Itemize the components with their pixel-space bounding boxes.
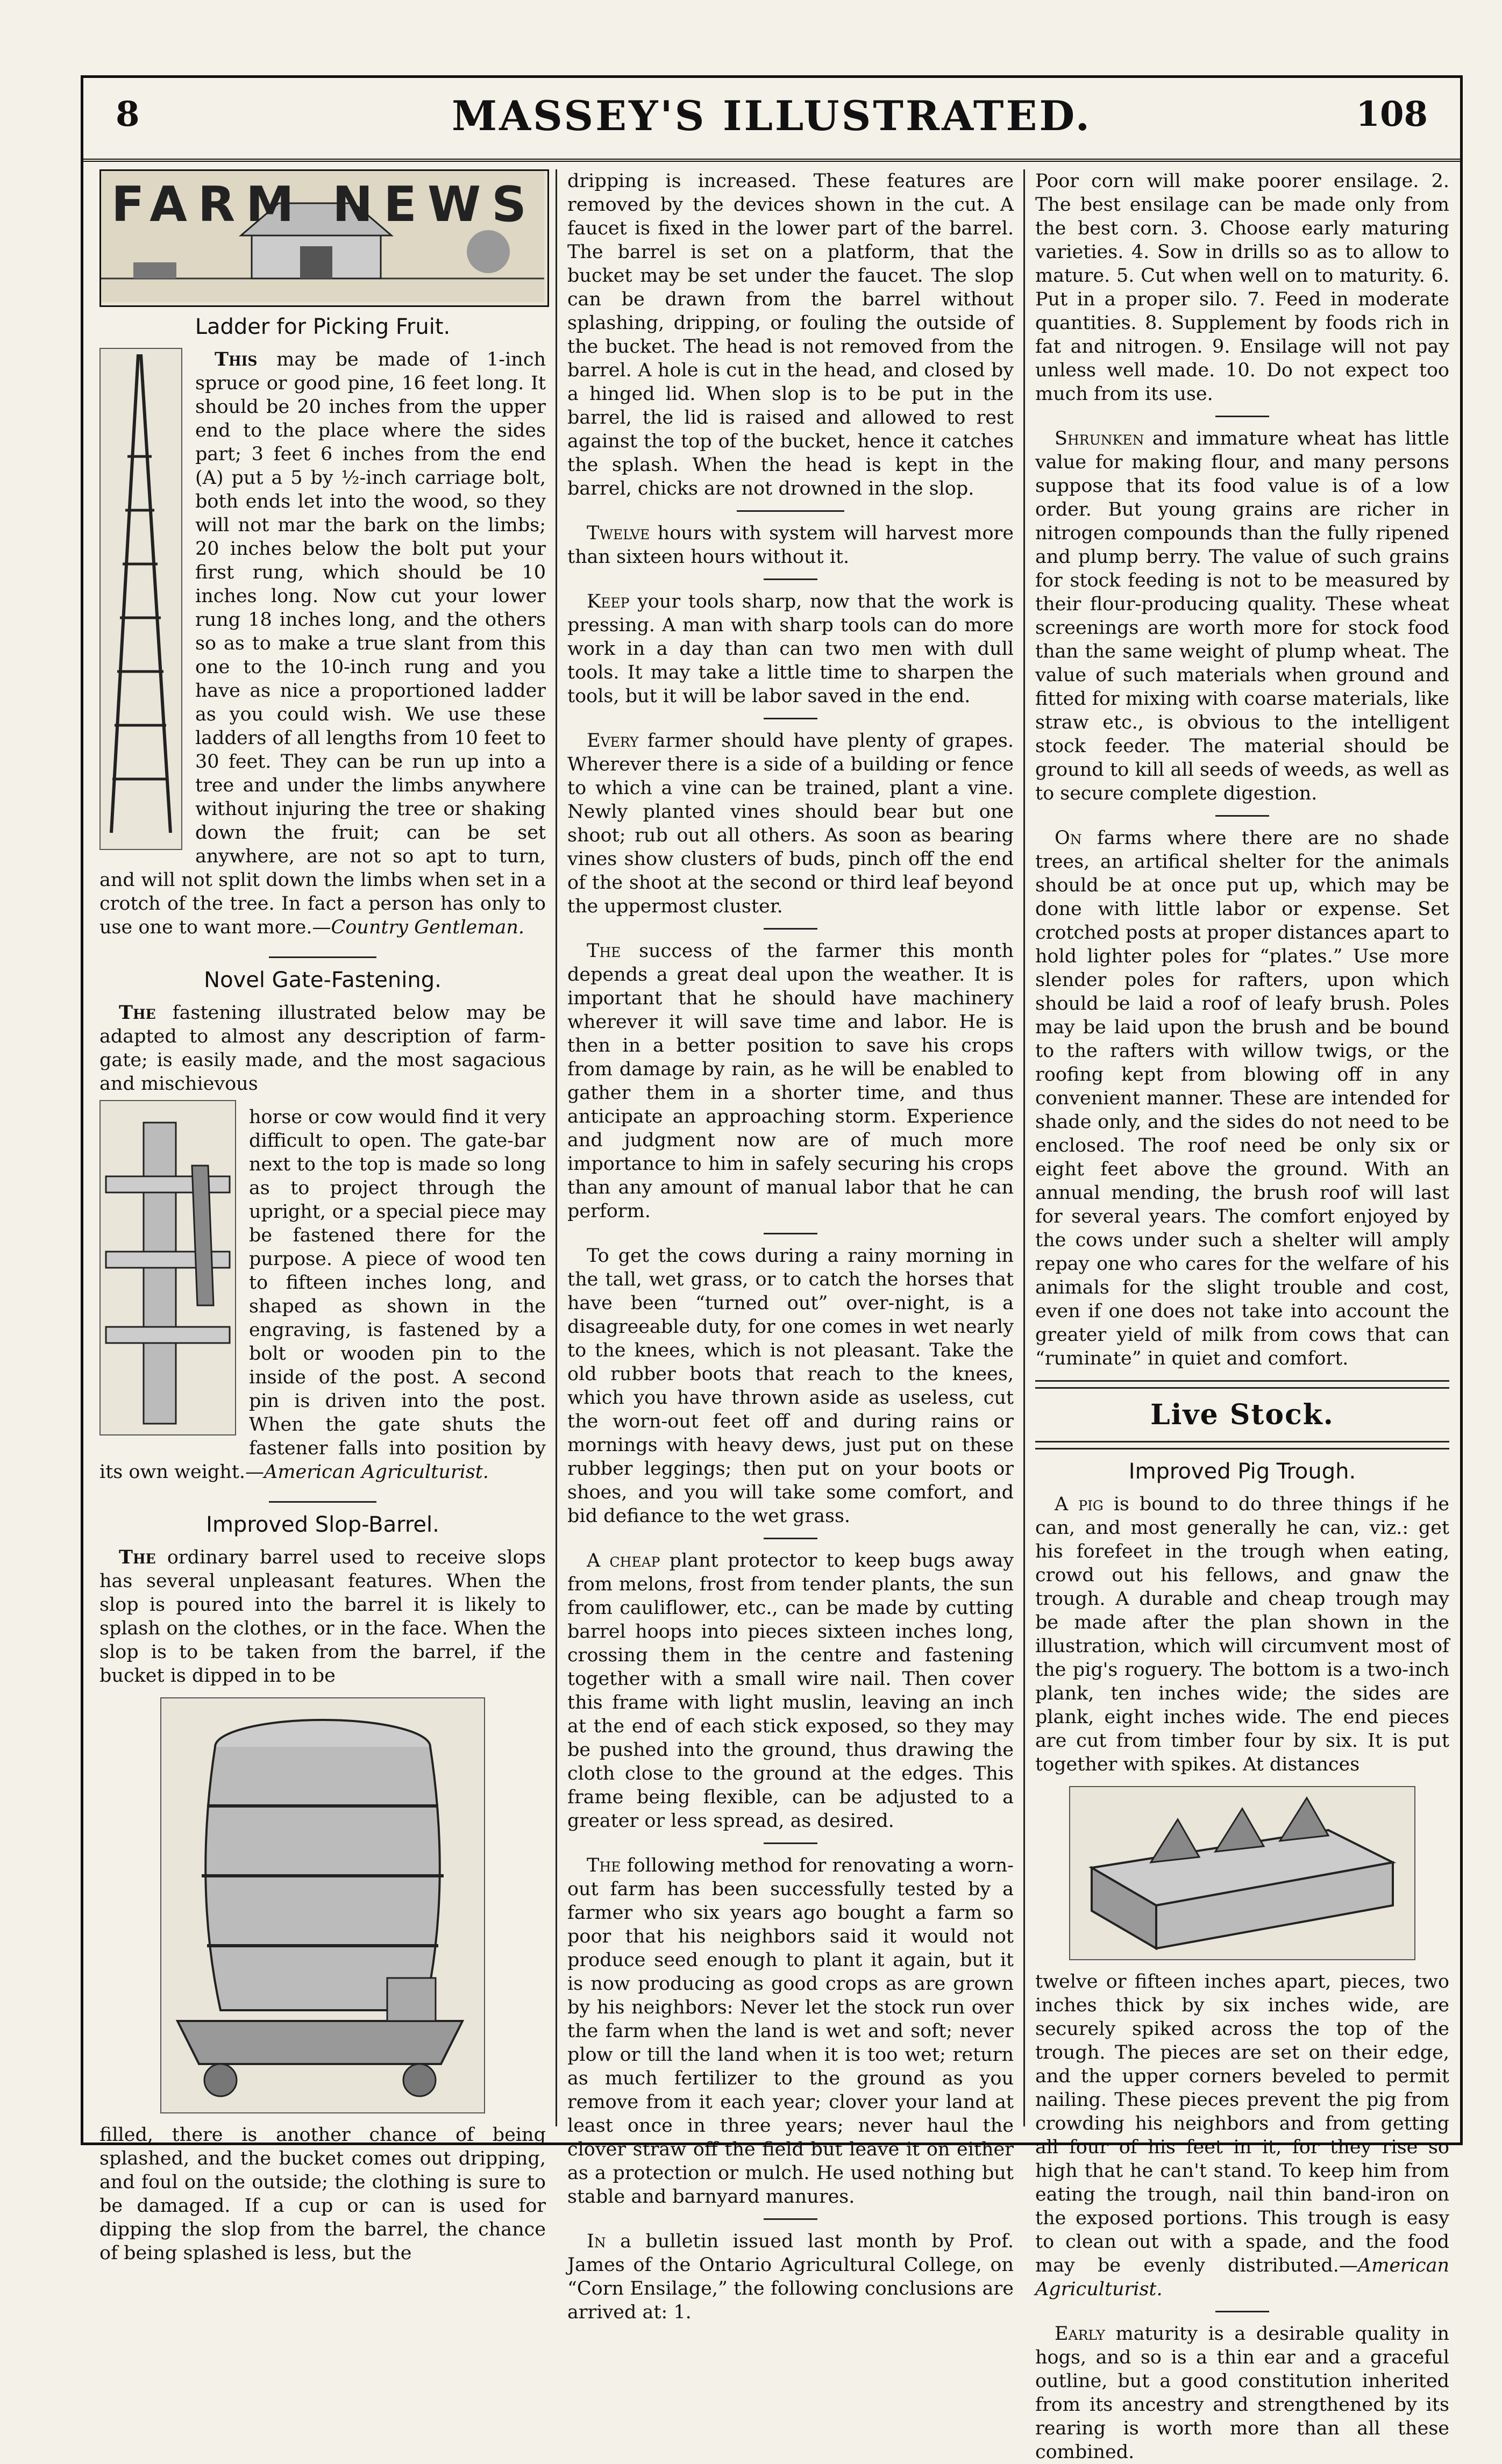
separator xyxy=(764,2218,817,2220)
separator xyxy=(764,718,817,719)
pig-trough-text-2: twelve or fifteen inches apart, pieces, two inches thick by six inches wide, are securely spiked across the top of the trough. The pieces are set on their edge, and the upper corners beveled to permit nailing. These pieces prevent the pig from crowding his neighbors and from getting all four of his feet in it, for they rise so high that he can't stand. To keep him from eating the trough, nail thin band-iron on the exposed portions. This trough is easy to clean out with a spade, and the food may be evenly distributed.—American Agriculturist. xyxy=(1035,1971,1449,2300)
separator xyxy=(764,578,817,580)
ladder-illustration xyxy=(99,348,182,850)
section-divider xyxy=(1035,1380,1449,1389)
twelve-hours-text: Twelve hours with system will harvest more than sixteen hours without it. xyxy=(567,523,1014,568)
shrunken-wheat-text: Shrunken and immature wheat has little value for making flour, and many persons suppose that its food value is of a low order. But young grains are richer in nitrogen compounds than the fully ripened and plump berry. The value of such grains for stock feeding is not to be measured by their flour-producing quality. These wheat screenings are worth more for stock food than the same weight of plump wheat. The value of such materials when ground and fitted for mixing with coarse materials, like straw etc., is obvious to the intelligent stock feeder. The material should be ground to kill all seeds of weeds, as well as to secure complete digestion. xyxy=(1035,428,1449,804)
plant-protector-text: A cheap plant protector to keep bugs away from melons, frost from tender plants, the sun from cauliflower, etc., can be made by cutting barrel hoops into pieces sixteen inches long, crossing them in the centre and fastening together with a small wire nail. Then cover this frame with light muslin, leaving an inch at the end of each stick exposed, so they may be pushed into the ground, thus drawing the cloth close to the ground at the edges. This frame being flexible, can be adjusted to a greater or less spread, as desired. xyxy=(567,1550,1014,1832)
separator xyxy=(764,1842,817,1844)
shade-shelter-text: On farms where there are no shade trees, an artifical shelter for the animals should be at once put up, which may be done with little labor or expense. Set crotched posts at proper distances apart to hold lighter poles for “plates.” Use more slender poles for rafters, upon which should be laid a roof of leafy brush. Poles may be laid upon the brush and be bound to the rafters with willow twigs, or the roofing kept from blowing off in any convenient manner. These are intended for shade only, and the sides do not need to be enclosed. The roof need be only six or eight feet above the ground. With an annual mending, the brush roof will last for several years. The comfort enjoyed by the cows under such a shelter will amply repay one who cares for the welfare of his animals for the slight trouble and cost, even if one does not take into account the greater yield of milk from cows that can “ruminate” in quiet and comfort. xyxy=(1035,827,1449,1369)
early-maturity-text: Early maturity is a desirable quality in hogs, and so is a thin ear and a graceful outline, but a good constitution inherited from its ancestry and strengthened by its rearing is worth more than all these combined. xyxy=(1035,2323,1449,2463)
separator xyxy=(737,510,844,512)
gate-fastening-illustration xyxy=(99,1100,236,1435)
farm-news-banner xyxy=(99,169,549,307)
weather-text: The success of the farmer this month depends a great deal upon the weather. It is important that he should have machinery wherever it will save time and labor. He is then in a better position to save his crops from damage by rain, as he will be enabled to gather them in a shorter time, and thus anticipate an approaching storm. Experience and judgment now are of much more importance to him in safely securing his crops than any amount of manual labor that he can perform. xyxy=(567,940,1014,1222)
pig-trough-illustration xyxy=(1069,1786,1415,1960)
separator xyxy=(1215,416,1269,417)
gate-heading: Novel Gate-Fastening. xyxy=(204,968,442,992)
separator xyxy=(764,1538,817,1539)
pig-trough-heading: Improved Pig Trough. xyxy=(1128,1459,1356,1484)
column-rule-2 xyxy=(1023,169,1025,2126)
separator xyxy=(1215,815,1269,817)
sharp-tools-text: Keep your tools sharp, now that the work is pressing. A man with sharp tools can do more work in a day than can two men with dull tools. It may take a little time to sharpen the tools, but it will be labor saved in the end. xyxy=(567,591,1014,707)
separator xyxy=(764,928,817,930)
column-3 xyxy=(1035,169,1449,2463)
page-number-right: 108 xyxy=(1356,94,1428,134)
separator xyxy=(1215,2311,1269,2312)
ensilage-conclusions-text: Poor corn will make poorer ensilage. 2. The best ensilage can be made only from the best corn. 3. Choose early maturing varieties. 4. Sow in drills so as to allow to mature. 5. Cut when well on to maturity. 6. Put in a proper silo. 7. Feed in moderate quantities. 8. Supplement by foods rich in fat and nitrogen. 9. Ensilage will not pay unless well made. 10. Do not expect too much from its use. xyxy=(1035,170,1449,405)
section-divider xyxy=(1035,1441,1449,1449)
separator xyxy=(764,1233,817,1234)
slop-heading: Improved Slop-Barrel. xyxy=(206,1512,439,1537)
live-stock-section-title: Live Stock. xyxy=(1150,1398,1334,1431)
gate-text-1: The fastening illustrated below may be adapted to almost any description of farm-gate; is easily made, and the most sagacious and mischievous xyxy=(99,1002,546,1095)
column-2 xyxy=(567,169,1014,2323)
ensilage-intro-text: In a bulletin issued last month by Prof. James of the Ontario Agricultural College, on “Corn Ensilage,” the following conclusions are arrived at: 1. xyxy=(567,2231,1014,2323)
column-rule-1 xyxy=(556,169,557,2126)
grapes-text: Every farmer should have plenty of grapes. Wherever there is a side of a building or fence to which a vine can be trained, plant a vine. Newly planted vines should bear but one shoot; rub out all others. As soon as bearing vines show clusters of buds, pinch off the end of the shoot at the second or third leaf beyond the uppermost cluster. xyxy=(567,730,1014,917)
page-number-left: 8 xyxy=(116,94,140,134)
publication-title: MASSEY'S ILLUSTRATED. xyxy=(451,92,1092,140)
slop-barrel-illustration xyxy=(160,1697,485,2113)
separator xyxy=(269,1501,376,1503)
slop-text-1: The ordinary barrel used to receive slops has several unpleasant features. When the slop is poured into the barrel it is likely to splash on the clothes, or in the face. When the slop is to be taken from the barrel, if the bucket is dipped in to be xyxy=(99,1546,546,1687)
slop-text-2: filled, there is another chance of being splashed, and the bucket comes out dripping, and foul on the outside; the clothing is sure to be damaged. If a cup or can is used for dipping the slop from the barrel, the chance of being splashed is less, but the xyxy=(99,2124,546,2264)
cows-text: To get the cows during a rainy morning in the tall, wet grass, or to catch the horses that have been “turned out” over-night, is a disagreeable duty, for one comes in wet nearly to the knees, which is not pleasant. Take the old rubber boots that reach to the knees, which you have thrown aside as useless, cut the worn-out feet off and during rains or mornings with heavy dews, just put on these rubber leggings; then put on your boots or shoes, and you will take some comfort, and bid defiance to the wet grass. xyxy=(567,1245,1014,1527)
ladder-heading: Ladder for Picking Fruit. xyxy=(195,315,451,339)
separator xyxy=(269,956,376,958)
newspaper-page xyxy=(81,75,1463,2463)
column-1 xyxy=(99,169,546,2264)
gate-text-2: horse or cow would find it very difficult to open. The gate-bar next to the top is made so long as to project through the upright, or a special piece may be fastened there for the purpose. A piece of wood ten to fifteen inches long, and shaped as shown in the engraving, is fastened by a bolt or wooden pin to the inside of the post. A second pin is driven into the post. When the gate shuts the fastener falls into position by its own weight.—American Agriculturist. xyxy=(99,1106,546,1483)
worn-out-farm-text: The following method for renovating a worn-out farm has been successfully tested by a farmer who six years ago bought a farm so poor that his neighbors said it would not produce seed enough to plant it again, but it is now producing as good crops as are grown by his neighbors: Never let the stock run over the farm when the land is wet and soft; never plow or till the land when it is too wet; return as much fertilizer to the ground as you remove from it each year; clover your land at least once in three years; never haul the clover straw off the field but leave it on either as a protection or mulch. He used nothing but stable and barnyard manures. xyxy=(567,1855,1014,2208)
pig-trough-text-1: A pig is bound to do three things if he can, and most generally he can, viz.: get his forefeet in the trough when eating, crowd out his fellows, and gnaw the trough. A durable and cheap trough may be made after the plan shown in the illustration, which will circumvent most of the pig's roguery. The bottom is a two-inch plank, ten inches wide; the sides are plank, eight inches wide. The end pieces are cut from timber four by six. It is put together with spikes. At distances xyxy=(1035,1494,1449,1775)
slop-continued-text: dripping is increased. These features are removed by the devices shown in the cut. A faucet is fixed in the lower part of the barrel. The barrel is set on a platform, that the bucket may be set under the faucet. The slop can be drawn from the barrel without splashing, dripping, or fouling the outside of the bucket. The head is not removed from the barrel. A hole is cut in the head, and closed by a hinged lid. When slop is to be put in the barrel, the lid is raised and allowed to rest against the top of the bucket, hence it catches the splash. When the head is kept in the barrel, chicks are not drowned in the slop. xyxy=(567,170,1014,499)
banner-text: FARM NEWS xyxy=(111,176,537,233)
ladder-text: This may be made of 1-inch spruce or good pine, 16 feet long. It should be 20 inches from the upper end to the place where the sides part; 3 feet 6 inches from the end (A) put a 5 by ½-inch carriage bolt, both ends let into the wood, so they will not mar the bark on the limbs; 20 inches below the bolt put your first rung, which should be 10 inches long. Now cut your lower rung 18 inches long, and the others so as to make a true slant from this one to the 10-inch rung and you have as nice a proportioned ladder as you could wish. We use these ladders of all lengths from 10 feet to 30 feet. They can be run up into a tree and under the limbs anywhere without injuring the tree or shaking down the fruit; can be set anywhere, are not so apt to turn, and will not split down the limbs when set in a crotch of the tree. In fact a person has only to use one to want more.—Country Gentleman. xyxy=(99,348,546,938)
masthead xyxy=(83,78,1460,162)
